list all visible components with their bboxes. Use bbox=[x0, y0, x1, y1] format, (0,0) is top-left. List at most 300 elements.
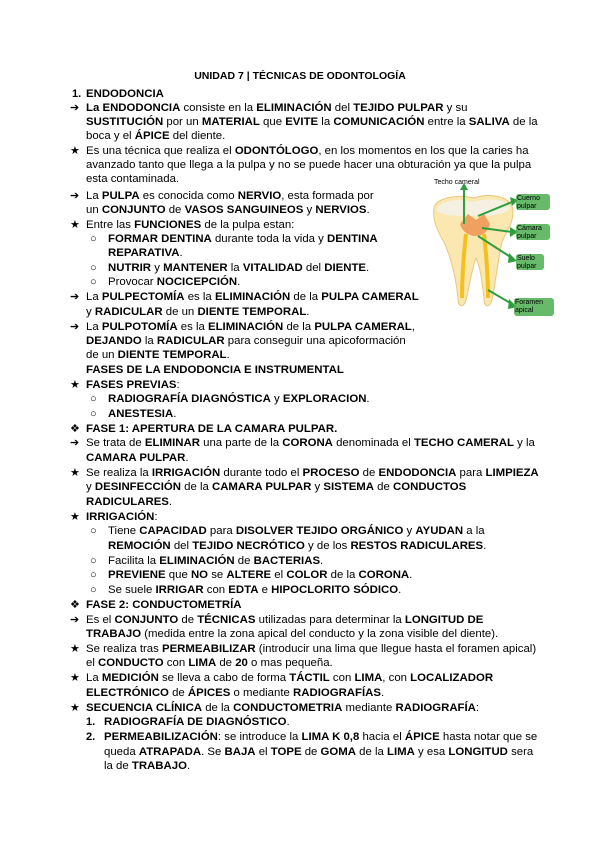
text-run: de la pulpa estan: bbox=[201, 219, 295, 231]
text-run: con bbox=[203, 584, 229, 596]
text-run: de bbox=[374, 481, 394, 493]
text-run: PULPA CAMERAL bbox=[321, 291, 419, 303]
bullet-marker: ★ bbox=[70, 643, 80, 655]
text-run: . bbox=[173, 408, 177, 420]
text-run: del bbox=[302, 262, 325, 274]
bullet-marker: ○ bbox=[90, 408, 97, 420]
text-run: y bbox=[403, 525, 416, 537]
text-run: RADIOGRAFÍAS bbox=[293, 687, 381, 699]
text-run: durante todo el bbox=[220, 467, 303, 479]
text-run: : bbox=[154, 511, 158, 523]
text-run: DEJANDO bbox=[86, 335, 142, 347]
text-run: . bbox=[186, 760, 191, 772]
text-run: y bbox=[151, 262, 164, 274]
text-run: PREVIENE bbox=[108, 569, 166, 581]
bullet-marker: ○ bbox=[90, 584, 97, 596]
text-run: de bbox=[178, 614, 198, 626]
text-run: y bbox=[311, 481, 324, 493]
text-run: TRABAJO bbox=[86, 628, 142, 640]
text-run: Entre las bbox=[86, 219, 135, 231]
text-run: LIMPIEZA bbox=[485, 467, 539, 479]
bullet-marker: ➔ bbox=[70, 614, 80, 626]
text-run: TRABAJO bbox=[131, 760, 187, 772]
text-run: EXPLORACION bbox=[282, 393, 367, 405]
bullet-marker: ○ bbox=[90, 276, 97, 288]
text-line bbox=[86, 334, 406, 348]
text-line bbox=[86, 378, 180, 392]
bullet-marker: ○ bbox=[90, 233, 97, 245]
text-run: ELIMINACIÓN bbox=[256, 102, 332, 114]
text-run: . bbox=[409, 569, 413, 581]
text-line bbox=[108, 392, 370, 406]
text-run: entre la bbox=[424, 116, 469, 128]
text-run: . bbox=[320, 555, 324, 567]
bullet-marker: ➔ bbox=[70, 321, 80, 333]
bullet-marker: ➔ bbox=[70, 291, 80, 303]
text-run: a la bbox=[463, 525, 485, 537]
text-run: que bbox=[259, 116, 286, 128]
text-run: e bbox=[258, 584, 272, 596]
text-run: . bbox=[483, 540, 487, 552]
text-run: una parte de la bbox=[199, 437, 283, 449]
text-run: SECUENCIA CLÍNICA bbox=[86, 702, 203, 714]
text-run: La bbox=[86, 190, 102, 202]
text-run: MANTENER bbox=[163, 262, 228, 274]
text-run: . bbox=[237, 276, 241, 288]
text-run: queda bbox=[104, 746, 139, 758]
text-run: con bbox=[163, 657, 189, 669]
text-run: NERVIO bbox=[237, 190, 282, 202]
text-run: por un bbox=[163, 116, 202, 128]
text-line bbox=[108, 275, 240, 289]
text-run: de bbox=[165, 204, 185, 216]
bullet-marker: ★ bbox=[70, 511, 80, 523]
text-run: de la bbox=[290, 291, 322, 303]
text-line bbox=[108, 246, 183, 260]
text-line bbox=[104, 745, 533, 759]
text-run: el bbox=[255, 746, 271, 758]
bullet-marker: ★ bbox=[70, 702, 80, 714]
text-line bbox=[86, 129, 225, 143]
text-run: y la bbox=[513, 437, 535, 449]
text-line bbox=[108, 407, 176, 421]
text-run: : bbox=[475, 702, 480, 714]
text-run: NUTRIR bbox=[108, 262, 152, 274]
text-run: . bbox=[306, 306, 310, 318]
text-line bbox=[86, 115, 538, 129]
text-line bbox=[86, 290, 419, 304]
text-run: FASE 1: APERTURA DE LA CAMARA PULPAR. bbox=[86, 423, 338, 435]
text-run: CONDUCTOMETRIA bbox=[233, 702, 343, 714]
text-run: la bbox=[318, 116, 334, 128]
text-line bbox=[86, 305, 309, 319]
text-run: DESINFECCIÓN bbox=[94, 481, 181, 493]
text-line bbox=[86, 320, 415, 334]
text-run: un bbox=[86, 204, 102, 216]
text-run: RADIOGRAFÍA DIAGNÓSTICA bbox=[108, 393, 271, 405]
text-run: NOCICEPCIÓN bbox=[156, 276, 238, 288]
text-run: ENDODONCIA bbox=[102, 102, 181, 114]
text-run: la bbox=[227, 262, 243, 274]
text-run: RESTOS RADICULARES bbox=[350, 540, 484, 552]
bullet-marker: 1. bbox=[86, 716, 96, 728]
bullet-marker: ❖ bbox=[70, 423, 80, 435]
text-run: PERMEABILIZAR bbox=[161, 643, 256, 655]
text-run: REMOCIÓN bbox=[108, 540, 171, 552]
text-run: . bbox=[168, 496, 173, 508]
text-run: ELIMINAR bbox=[144, 437, 200, 449]
text-run: VASOS SANGUINEOS bbox=[184, 204, 304, 216]
text-run: de la bbox=[355, 746, 388, 758]
text-run: DIENTE TEMPORAL bbox=[117, 349, 227, 361]
text-run: CORONA bbox=[358, 569, 410, 581]
bullet-marker: ○ bbox=[90, 569, 97, 581]
text-run: la de bbox=[104, 760, 132, 772]
text-run: CONDUCTO bbox=[98, 657, 164, 669]
text-run: la bbox=[141, 335, 157, 347]
text-line bbox=[86, 218, 294, 232]
text-run: y su bbox=[443, 102, 468, 114]
text-run: La bbox=[86, 102, 103, 114]
text-run: SISTEMA bbox=[323, 481, 375, 493]
bullet-marker: ★ bbox=[70, 467, 80, 479]
text-run: de bbox=[216, 657, 236, 669]
text-run: CAMARA PULPAR bbox=[86, 452, 186, 464]
text-run: Facilita la bbox=[108, 555, 160, 567]
text-run: . bbox=[366, 262, 370, 274]
text-line bbox=[86, 101, 468, 115]
text-run: boca y el bbox=[86, 130, 135, 142]
label-cuerno-pulpar: Cuerno pulpar bbox=[517, 195, 540, 210]
text-run: Se realiza la bbox=[86, 467, 152, 479]
text-run: y bbox=[303, 204, 316, 216]
text-run: PROCESO bbox=[302, 467, 360, 479]
text-run: de un bbox=[86, 349, 118, 361]
text-line bbox=[108, 232, 378, 246]
text-run: PULPOTOMÍA bbox=[101, 321, 178, 333]
text-run: para bbox=[456, 467, 486, 479]
text-run: durante toda la vida y bbox=[211, 233, 328, 245]
text-run: de la bbox=[180, 481, 212, 493]
bullet-marker: ➔ bbox=[70, 437, 80, 449]
text-run: de bbox=[301, 746, 321, 758]
text-run: CAPACIDAD bbox=[139, 525, 207, 537]
text-run: NO bbox=[190, 569, 209, 581]
text-run: del bbox=[170, 540, 193, 552]
text-line bbox=[86, 656, 333, 670]
text-run: BAJA bbox=[224, 746, 256, 758]
text-run: Se trata de bbox=[86, 437, 145, 449]
text-run: AYUDAN bbox=[415, 525, 464, 537]
text-run: Se realiza tras bbox=[86, 643, 162, 655]
text-line bbox=[86, 172, 179, 186]
text-run: , con bbox=[382, 672, 411, 684]
text-run: consiste en la bbox=[180, 102, 257, 114]
text-run: IRRIGACIÓN bbox=[151, 467, 221, 479]
text-line bbox=[86, 451, 189, 465]
text-run: ATRAPADA bbox=[138, 746, 202, 758]
text-line bbox=[86, 671, 493, 685]
text-run: y bbox=[86, 306, 95, 318]
text-run: denominada el bbox=[332, 437, 414, 449]
text-line bbox=[86, 701, 479, 715]
text-run: IRRIGACIÓN bbox=[86, 511, 155, 523]
text-run: y bbox=[270, 393, 283, 405]
text-run: se lleva a cabo de forma bbox=[158, 672, 290, 684]
text-run: TEJIDO PULPAR bbox=[353, 102, 444, 114]
text-run: (medida entre la zona apical del conducto y la zona visible del diente). bbox=[141, 628, 499, 640]
text-run: TECHO CAMERAL bbox=[413, 437, 514, 449]
text-line bbox=[104, 715, 290, 729]
text-run: COLOR bbox=[286, 569, 328, 581]
text-run: mediante bbox=[342, 702, 396, 714]
label-foramen-apical: Foramen apical bbox=[515, 299, 544, 314]
text-run: ÁPICES bbox=[187, 687, 231, 699]
text-run: HIPOCLORITO SÓDICO bbox=[271, 584, 399, 596]
text-run: de bbox=[359, 467, 379, 479]
text-run: LIMA bbox=[354, 672, 383, 684]
text-line bbox=[86, 348, 230, 362]
label-camara-pulpar: Cámara pulpar bbox=[517, 225, 542, 240]
text-run: MEDICIÓN bbox=[101, 672, 159, 684]
text-line bbox=[86, 495, 172, 509]
text-line bbox=[86, 686, 384, 700]
text-line bbox=[86, 158, 531, 172]
text-run: PULPA CAMERAL bbox=[314, 321, 412, 333]
text-run: de la bbox=[202, 702, 234, 714]
text-run: . Se bbox=[201, 746, 225, 758]
text-line bbox=[104, 730, 537, 744]
text-run: GOMA bbox=[320, 746, 356, 758]
text-run: TOPE bbox=[270, 746, 302, 758]
text-run: TÉCNICAS bbox=[197, 614, 256, 626]
text-run: sera bbox=[507, 746, 534, 758]
text-run: PULPA bbox=[101, 190, 140, 202]
text-run: La bbox=[86, 672, 102, 684]
text-run: FASE 2: CONDUCTOMETRÍA bbox=[86, 599, 242, 611]
text-line bbox=[86, 189, 374, 203]
text-line bbox=[86, 598, 241, 612]
text-run: RADICULAR bbox=[156, 335, 225, 347]
text-line bbox=[86, 466, 539, 480]
text-run: que bbox=[165, 569, 191, 581]
text-run: : bbox=[176, 379, 180, 391]
text-run: BACTERIAS bbox=[253, 555, 321, 567]
text-run: TÁCTIL bbox=[289, 672, 330, 684]
text-run: y de los bbox=[304, 540, 351, 552]
text-run: NERVIOS bbox=[315, 204, 367, 216]
bullet-marker: 2. bbox=[86, 731, 96, 743]
text-run: es la bbox=[177, 321, 208, 333]
text-run: avanzado tanto que llega a la pulpa y no se puede hacer una obturación ya que la pulpa bbox=[86, 159, 532, 171]
document-title: UNIDAD 7 | TÉCNICAS DE ODONTOLOGÍA bbox=[194, 70, 406, 82]
text-run: ELIMINACIÓN bbox=[159, 555, 235, 567]
bullet-marker: ➔ bbox=[70, 190, 80, 202]
text-run: ÁPICE bbox=[404, 731, 440, 743]
text-run: ANESTESIA bbox=[108, 408, 174, 420]
text-run: Es una técnica que realiza el bbox=[86, 145, 235, 157]
text-run: : se introduce la bbox=[217, 731, 302, 743]
text-run: del diente. bbox=[169, 130, 226, 142]
bullet-marker: ★ bbox=[70, 672, 80, 684]
bullet-marker: ○ bbox=[90, 555, 97, 567]
text-run: y esa bbox=[414, 746, 449, 758]
text-run: . bbox=[286, 716, 290, 728]
text-run: Se suele bbox=[108, 584, 156, 596]
text-run: para conseguir una apicoformación bbox=[224, 335, 406, 347]
text-run: FORMAR DENTINA bbox=[108, 233, 212, 245]
text-run: VITALIDAD bbox=[242, 262, 303, 274]
text-run: . bbox=[380, 687, 385, 699]
text-run: de bbox=[168, 687, 188, 699]
text-run: el bbox=[86, 657, 99, 669]
text-run: CONJUNTO bbox=[114, 614, 179, 626]
text-run: LIMA K 0,8 bbox=[301, 731, 360, 743]
bullet-marker: ○ bbox=[90, 262, 97, 274]
text-run: . bbox=[185, 452, 189, 464]
text-run: de un bbox=[162, 306, 198, 318]
text-run: IRRIGAR bbox=[155, 584, 204, 596]
text-run: ENDODONCIA bbox=[86, 88, 164, 100]
text-run: y bbox=[86, 481, 95, 493]
text-run: utilizadas para determinar la bbox=[255, 614, 405, 626]
text-run: RADIOGRAFÍA bbox=[395, 702, 476, 714]
tooth-diagram bbox=[426, 180, 561, 325]
text-run: LONGITUD DE bbox=[404, 614, 484, 626]
text-line bbox=[108, 568, 412, 582]
text-run: La bbox=[86, 291, 102, 303]
text-run: . bbox=[366, 204, 370, 216]
text-line bbox=[108, 554, 323, 568]
bullet-marker: ○ bbox=[90, 393, 97, 405]
text-run: EDTA bbox=[228, 584, 259, 596]
text-run: ENDODONCIA bbox=[378, 467, 457, 479]
label-techo-cameral: Techo cameral bbox=[434, 179, 480, 186]
text-line bbox=[108, 524, 485, 538]
text-run: con bbox=[329, 672, 355, 684]
text-run: LONGITUD bbox=[448, 746, 508, 758]
text-run: CONJUNTO bbox=[101, 204, 166, 216]
text-run: . bbox=[226, 349, 230, 361]
text-run: o mediante bbox=[230, 687, 294, 699]
text-run: . bbox=[398, 584, 402, 596]
text-run: TEJIDO NECRÓTICO bbox=[192, 540, 305, 552]
text-run: LOCALIZADOR bbox=[410, 672, 494, 684]
text-run: COMUNICACIÓN bbox=[333, 116, 425, 128]
text-run: La bbox=[86, 321, 102, 333]
text-line bbox=[86, 627, 498, 641]
text-run: PULPECTOMÍA bbox=[101, 291, 185, 303]
bullet-marker: ★ bbox=[70, 145, 80, 157]
text-run: el bbox=[271, 569, 287, 581]
text-run: Provocar bbox=[108, 276, 157, 288]
bullet-marker: ➔ bbox=[70, 102, 80, 114]
text-line bbox=[108, 583, 401, 597]
text-run: SALIVA bbox=[468, 116, 510, 128]
text-run: MATERIAL bbox=[201, 116, 260, 128]
text-run: . bbox=[366, 393, 370, 405]
text-run: DIENTE bbox=[324, 262, 367, 274]
bullet-marker: ★ bbox=[70, 379, 80, 391]
text-run: o mas pequeña. bbox=[247, 657, 333, 669]
text-line bbox=[104, 759, 190, 773]
text-run: EVITE bbox=[285, 116, 319, 128]
text-line bbox=[86, 363, 344, 377]
text-run: SUSTITUCIÓN bbox=[86, 116, 164, 128]
text-run: hacia el bbox=[359, 731, 405, 743]
text-line bbox=[86, 642, 536, 656]
text-run: es la bbox=[184, 291, 215, 303]
text-line bbox=[86, 436, 535, 450]
text-run: hasta notar que se bbox=[439, 731, 538, 743]
text-run: , esta formada por bbox=[281, 190, 374, 202]
text-run: se bbox=[208, 569, 227, 581]
text-line bbox=[86, 422, 337, 436]
text-run: REPARATIVA bbox=[108, 247, 180, 259]
text-run: esta contaminada. bbox=[86, 173, 180, 185]
text-run: FASES PREVIAS bbox=[86, 379, 177, 391]
text-run: CONDUCTOS bbox=[393, 481, 467, 493]
text-run: ODONTÓLOGO bbox=[234, 145, 319, 157]
text-run: Es el bbox=[86, 614, 115, 626]
text-run: LIMA bbox=[387, 746, 415, 758]
text-run: FASES DE LA ENDODONCIA E INSTRUMENTAL bbox=[86, 364, 344, 376]
text-run: ELECTRÓNICO bbox=[86, 687, 169, 699]
text-run: DIENTE TEMPORAL bbox=[197, 306, 307, 318]
text-line bbox=[86, 87, 164, 101]
text-run: ELIMINACIÓN bbox=[207, 321, 284, 333]
text-line bbox=[108, 539, 486, 553]
text-line bbox=[86, 510, 158, 524]
text-run: CAMARA PULPAR bbox=[211, 481, 312, 493]
text-line bbox=[108, 261, 369, 275]
text-run: RADIOGRAFÍA DE DIAGNÓSTICO bbox=[104, 716, 287, 728]
text-line bbox=[86, 144, 529, 158]
text-line bbox=[86, 203, 370, 217]
text-run: es conocida como bbox=[139, 190, 238, 202]
text-run: FUNCIONES bbox=[134, 219, 202, 231]
text-run: de bbox=[234, 555, 254, 567]
bullet-marker: 1. bbox=[72, 88, 82, 100]
text-run: (introducir una lima que llegue hasta el foramen apical) bbox=[255, 643, 537, 655]
text-run: 20 bbox=[235, 657, 248, 669]
text-run: ÁPICE bbox=[134, 130, 170, 142]
bullet-marker: ○ bbox=[90, 525, 97, 537]
bullet-marker: ❖ bbox=[70, 599, 80, 611]
text-run: PERMEABILIZACIÓN bbox=[104, 731, 218, 743]
text-run: RADICULARES bbox=[86, 496, 169, 508]
text-run: DISOLVER TEJIDO ORGÁNICO bbox=[235, 525, 404, 537]
label-suelo-pulpar: Suelo pulpar bbox=[517, 255, 537, 270]
text-run: CORONA bbox=[282, 437, 333, 449]
text-run: ELIMINACIÓN bbox=[214, 291, 291, 303]
text-run: del bbox=[331, 102, 354, 114]
text-line bbox=[86, 480, 466, 494]
text-run: . bbox=[179, 247, 183, 259]
text-run: de la bbox=[509, 116, 538, 128]
text-line bbox=[86, 613, 483, 627]
text-run: ALTERE bbox=[226, 569, 272, 581]
text-run: DENTINA bbox=[327, 233, 378, 245]
text-run: , en los momentos en los que la caries ha bbox=[318, 145, 529, 157]
text-run: LIMA bbox=[188, 657, 217, 669]
text-run: RADICULAR bbox=[94, 306, 163, 318]
bullet-marker: ★ bbox=[70, 219, 80, 231]
text-run: para bbox=[206, 525, 236, 537]
text-run: Tiene bbox=[108, 525, 140, 537]
text-run: de la bbox=[327, 569, 359, 581]
text-run: de la bbox=[283, 321, 315, 333]
